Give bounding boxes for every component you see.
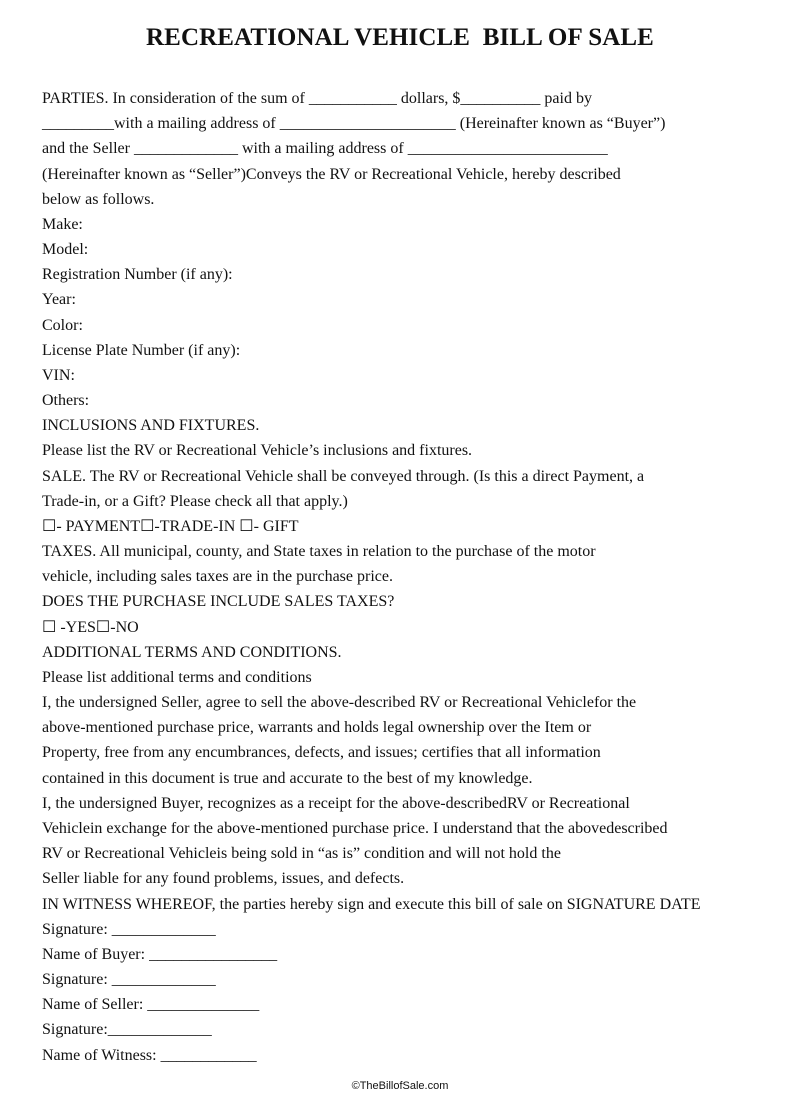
document-line: and the Seller _____________ with a mailing address of _________________________ bbox=[42, 140, 608, 158]
document-line: Signature: _____________ bbox=[42, 971, 216, 989]
document-line: Signature:_____________ bbox=[42, 1021, 212, 1039]
document-line: I, the undersigned Seller, agree to sell the above-described RV or Recreational Vehiclefor the bbox=[42, 694, 637, 712]
document-line: Trade-in, or a Gift? Please check all that apply.) bbox=[42, 492, 348, 510]
copyright-footer: ©TheBillofSale.com bbox=[351, 1080, 449, 1092]
document-line: INCLUSIONS AND FIXTURES. bbox=[42, 417, 260, 435]
document-line: Year: bbox=[42, 291, 76, 309]
document-line: PARTIES. In consideration of the sum of ___________ dollars, $__________ paid by bbox=[42, 90, 592, 107]
document-line: TAXES. All municipal, county, and State taxes in relation to the purchase of the motor bbox=[42, 543, 596, 561]
document-line: Registration Number (if any): bbox=[42, 266, 233, 284]
document-line: (Hereinafter known as “Seller”)Conveys the RV or Recreational Vehicle, hereby described bbox=[42, 165, 621, 183]
document-line: Signature: _____________ bbox=[42, 920, 216, 938]
document-line: Property, free from any encumbrances, defects, and issues; certifies that all information bbox=[42, 744, 601, 762]
document-line: License Plate Number (if any): bbox=[42, 341, 241, 359]
document-line: vehicle, including sales taxes are in the purchase price. bbox=[42, 568, 393, 586]
document-line: above-mentioned purchase price, warrants and holds legal ownership over the Item or bbox=[42, 719, 592, 737]
document-line: RV or Recreational Vehicleis being sold in “as is” condition and will not hold the bbox=[42, 845, 561, 863]
document-line: below as follows. bbox=[42, 190, 155, 208]
document-line: Seller liable for any found problems, issues, and defects. bbox=[42, 870, 405, 888]
document-line: VIN: bbox=[42, 366, 75, 384]
document-line: Model: bbox=[42, 241, 89, 259]
document-line: I, the undersigned Buyer, recognizes as a receipt for the above-describedRV or Recreational bbox=[42, 794, 630, 812]
document-line: _________with a mailing address of ______________________ (Hereinafter known as “Buyer”) bbox=[42, 115, 666, 133]
document-line: Make: bbox=[42, 215, 83, 233]
document-line: DOES THE PURCHASE INCLUDE SALES TAXES? bbox=[42, 593, 395, 611]
document-line: ☐ -YES☐-NO bbox=[42, 618, 139, 636]
document-line: Vehiclein exchange for the above-mentioned purchase price. I understand that the abovedescribed bbox=[42, 819, 668, 837]
document-line: ADDITIONAL TERMS AND CONDITIONS. bbox=[42, 643, 342, 661]
document-line: Name of Buyer: ________________ bbox=[42, 945, 278, 963]
document-body bbox=[42, 86, 782, 1068]
document-line: Please list the RV or Recreational Vehicle’s inclusions and fixtures. bbox=[42, 442, 473, 460]
document-line: Others: bbox=[42, 392, 90, 410]
document-line: Please list additional terms and conditions bbox=[42, 668, 312, 686]
document-title: RECREATIONAL VEHICLE BILL OF SALE bbox=[146, 24, 654, 51]
document-line: Color: bbox=[42, 316, 83, 334]
document-line: contained in this document is true and accurate to the best of my knowledge. bbox=[42, 769, 533, 787]
document-line: Name of Witness: ____________ bbox=[42, 1046, 257, 1064]
document-line: IN WITNESS WHEREOF, the parties hereby sign and execute this bill of sale on SIGNATURE DATE bbox=[42, 895, 701, 913]
document-line: SALE. The RV or Recreational Vehicle shall be conveyed through. (Is this a direct Payment, a bbox=[42, 467, 645, 485]
document-line: ☐- PAYMENT☐-TRADE-IN ☐- GIFT bbox=[42, 517, 299, 535]
document-line: Name of Seller: ______________ bbox=[42, 996, 260, 1014]
